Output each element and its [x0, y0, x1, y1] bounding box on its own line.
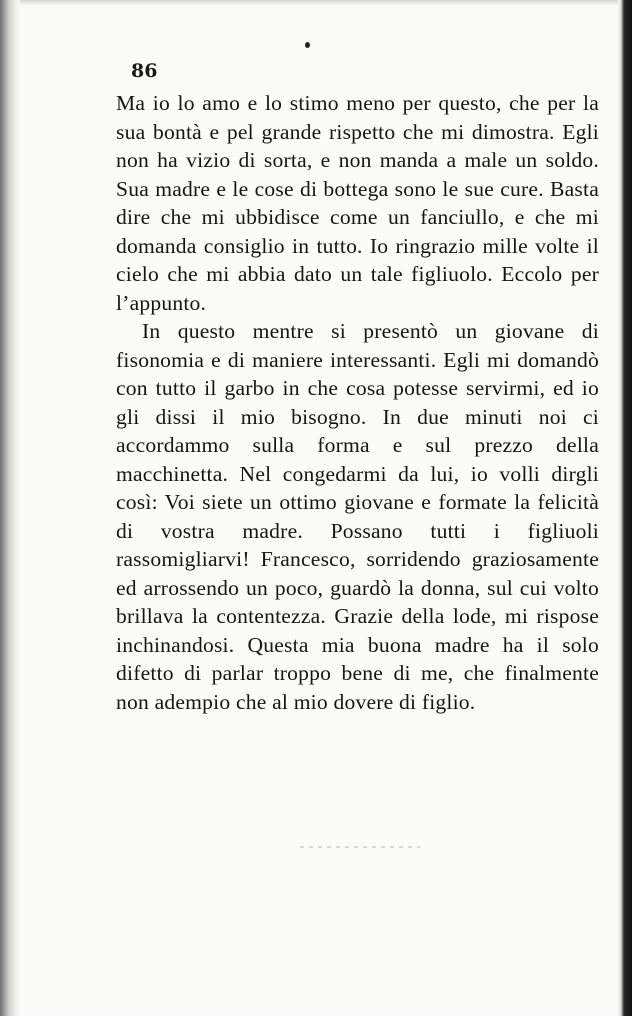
bleed-through-marks [300, 846, 420, 848]
paragraph-2: In questo mentre si presentò un giovane di fisonomia e di maniere interessanti. Egli mi domandò con tutto il garbo in che cosa potesse servirmi, ed io gli dissi il mio bisogno. In due minuti noi ci accordammo sulla forma e sul prezzo della macchinetta. Nel congedarmi da lui, io volli dirgli così: Voi siete un ottimo giovane e formate la felicità di vostra madre. Possano tutti i figliuoli rassomigliarvi! Francesco, sorridendo graziosamente ed arrossendo un poco, guardò la donna, sul cui volto brillava la contentezza. Grazie della lode, mi rispose inchinandosi. Questa mia buona madre ha il solo difetto di parlar troppo bene di me, che finalmente non adempio che al mio dovere di figlio. [116, 319, 599, 714]
page-top-edge [0, 0, 632, 6]
paragraph-1: Ma io lo amo e lo stimo meno per questo, che per la sua bontà e pel grande rispetto che mi dimostra. Egli non ha vizio di sorta, e non manda a male un soldo. Sua madre e le cose di bottega sono le sue cure. Basta dire che mi ubbidisce come un fanciullo, e che mi domanda consiglio in tutto. Io ringrazio mille volte il cielo che mi abbia dato un tale figliuolo. Eccolo per l’appunto. [116, 91, 599, 315]
page-number: 86 [131, 60, 158, 82]
body-text [116, 89, 599, 716]
ink-dot [305, 42, 310, 48]
page-right-edge [618, 0, 632, 1016]
binding-shadow [0, 0, 20, 1016]
